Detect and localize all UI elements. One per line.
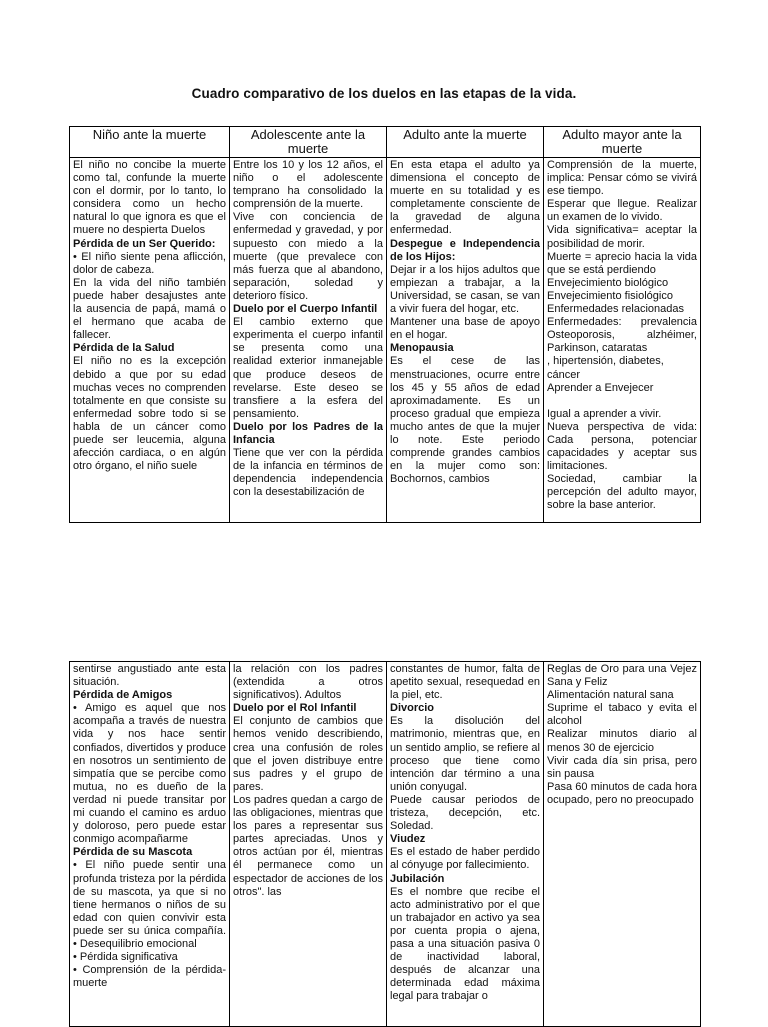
section-heading: Pérdida de su Mascota [73,846,193,859]
paragraph: Es el estado de haber perdido al cónyuge por fallecimiento. [390,846,540,872]
paragraph: • Comprensión de la pérdida-muerte [73,964,226,990]
paragraph: Aprender a Envejecer [547,381,654,394]
paragraph: Es el cese de las menstruaciones, ocurre entre los 45 y 55 años de edad aproximadamente. Es un proceso gradual que empieza mucho antes de que la mujer lo note. Este periodo comprende grandes cambios en la mujer como son: Bochornos, cambios [390,355,540,486]
paragraph: Sociedad, cambiar la percepción del adulto mayor, sobre la base anterior. [547,473,697,512]
section-heading: Pérdida de Amigos [73,689,173,702]
paragraph: Es el nombre que recibe el acto administrativo por el que un trabajador en activo ya sea por cuenta propia o ajena, pasa a una situación pasiva 0 de inactividad laboral, después de alcanzar una determinada edad máxima legal para trabajar o [390,885,540,1003]
paragraph: En esta etapa el adulto ya dimensiona el concepto de muerte en su totalidad y es completamente consciente de la gravedad de alguna enfermedad. [390,159,540,237]
cell-elderly [544,662,701,1027]
paragraph: , hipertensión, diabetes, cáncer [547,355,664,381]
header-child: Niño ante la muerte [70,127,230,158]
paragraph: Puede causar periodos de tristeza, decepción, etc. Soledad. [390,793,540,833]
paragraph: Envejecimiento fisiológico [547,289,673,302]
paragraph: Los padres quedan a cargo de las obligaciones, mientras que los pares a representar sus partes apreciadas. Unos y otros actúan por él, mientras él permanece como un espectador de acciones de los otros". las [233,793,383,898]
paragraph: Envejecimiento biológico [547,276,669,289]
section-heading: Despegue e Independencia de los Hijos: [390,237,540,263]
paragraph: Realizar minutos diario al menos 30 de ejercicio [547,728,697,754]
page-title: Cuadro comparativo de los duelos en las etapas de la vida. [191,86,577,101]
spacer [547,395,697,408]
section-heading: Duelo por el Rol Infantil [233,702,357,715]
paragraph: Dejar ir a los hijos adultos que empiezan a trabajar, a la Universidad, se casan, se van a vivir fuera del hogar, etc. [390,263,540,316]
paragraph: Vive con conciencia de enfermedad y gravedad, y por supuesto con miedo a la muerte (que prevalece con más fuerza que al abandono, separación, soledad y deterioro físico. [233,211,383,302]
paragraph: Enfermedades relacionadas [547,303,684,316]
cell-elderly [544,158,701,523]
paragraph: Muerte = aprecio hacia la vida que se está perdiendo [547,250,697,276]
paragraph: Tiene que ver con la pérdida de la infancia en términos de dependencia independencia con la desestabilización de [233,447,383,499]
section-heading: Pérdida de un Ser Querido: [73,237,216,250]
cell-child [70,158,230,523]
paragraph: • Amigo es aquel que nos acompaña a través de nuestra vida y nos hace sentir confiados, divertidos y produce en nosotros un sentimiento de simpatía que se percibe como mutua, no es dueño de la verdad ni puede transitar por mi cuando el camino es arduo y doloroso, pero puede estar conmigo acompañarme [73,702,226,846]
paragraph: la relación con los padres (extendida a otros significativos). Adultos [233,663,383,702]
paragraph: • Pérdida significativa [73,951,178,964]
paragraph: Comprensión de la muerte, implica: Pensar cómo se vivirá ese tiempo. [547,159,697,198]
cell-adult [387,662,544,1027]
paragraph: El cambio externo que experimenta el cuerpo infantil se presenta como una realidad exterior inmanejable que produce deseos de revelarse. Este deseo se transfiere a la esfera del pensamiento. [233,316,383,420]
paragraph: constantes de humor, falta de apetito sexual, resequedad en la piel, etc. [390,663,540,702]
paragraph: • El niño puede sentir una profunda tristeza por la pérdida de su mascota, ya que si no tiene hermanos o niños de su edad con quien convivir esta puede ser su única compañía. • Desequilibrio emocional [73,859,226,950]
section-heading: Duelo por los Padres de la Infancia [233,420,383,446]
paragraph: Es la disolución del matrimonio, mientras que, en un sentido amplio, se refiere al proceso que tiene como intención dar término a una unión conyugal. [390,715,540,793]
paragraph: Pasa 60 minutos de cada hora ocupado, pero no preocupado [547,780,697,806]
paragraph: Igual a aprender a vivir. [547,407,662,420]
header-adult: Adulto ante la muerte [387,127,544,158]
section-heading: Pérdida de la Salud [73,342,175,355]
paragraph: Esperar que llegue. Realizar un examen de lo vivido. [547,198,697,224]
section-heading: Menopausia [390,342,454,355]
paragraph: Alimentación natural sana [547,689,674,702]
paragraph: Nueva perspectiva de vida: Cada persona, potenciar capacidades y aceptar sus limitaciones. [547,420,697,473]
paragraph: sentirse angustiado ante esta situación. [73,663,226,689]
paragraph: Vivir cada día sin prisa, pero sin pausa [547,754,697,780]
paragraph: Suprime el tabaco y evita el alcohol [547,702,697,728]
comparison-table-part-1 [69,126,701,523]
comparison-table-part-2 [69,661,701,1027]
paragraph: • El niño siente pena aflicción, dolor de cabeza. [73,250,226,276]
cell-adult [387,158,544,523]
header-row [70,127,701,158]
section-heading: Jubilación [390,872,445,885]
paragraph: Enfermedades: prevalencia Osteoporosis, alzhéimer, Parkinson, cataratas [547,316,697,355]
cell-child [70,662,230,1027]
cell-adolescent [230,662,387,1027]
cell-adolescent [230,158,387,523]
paragraph: Entre los 10 y los 12 años, el niño o el adolescente temprano ha consolidado la comprensión de la muerte. [233,159,383,211]
paragraph: El niño no concibe la muerte como tal, confunde la muerte con el dormir, por lo tanto, lo considera como un hecho natural lo que ignora es que el muere no despierta Duelos [73,159,226,237]
paragraph: El niño no es la excepción debido a que por su edad muchas veces no comprenden totalmente en que consiste su enfermedad sobre todo si se habla de un cáncer como puede ser leucemia, alguna afección cardiaca, o en algún otro órgano, el niño suele [73,355,226,473]
section-heading: Divorcio [390,702,435,715]
paragraph: En la vida del niño también puede haber desajustes ante la ausencia de papá, mamá o el hermano que acaba de fallecer. [73,276,226,342]
header-adolescent: Adolescente ante la muerte [230,127,387,158]
header-elderly: Adulto mayor ante la muerte [544,127,701,158]
content-row [70,158,701,523]
section-heading: Viudez [390,833,426,846]
paragraph: Mantener una base de apoyo en el hogar. [390,316,540,342]
section-heading: Duelo por el Cuerpo Infantil [233,303,378,316]
paragraph: Vida significativa= aceptar la posibilidad de morir. [547,224,697,250]
paragraph: El conjunto de cambios que hemos venido describiendo, crea una confusión de roles que el joven distribuye entre sus padres y el grupo de pares. [233,715,383,793]
content-row [70,662,701,1027]
paragraph: Reglas de Oro para una Vejez Sana y Feliz [547,663,697,689]
